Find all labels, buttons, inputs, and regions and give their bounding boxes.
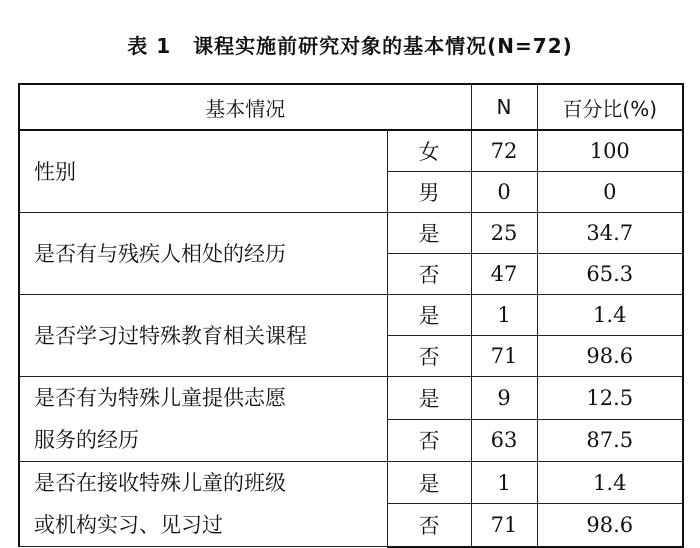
option-cell: 是 bbox=[387, 377, 471, 420]
n-cell: 1 bbox=[471, 462, 537, 504]
table-number: 表 1 bbox=[127, 34, 172, 58]
row-label-special-ed-course: 是否学习过特殊教育相关课程 bbox=[19, 295, 387, 377]
pct-cell: 100 bbox=[537, 130, 683, 172]
option-cell: 是 bbox=[387, 462, 471, 504]
n-cell: 47 bbox=[471, 254, 537, 295]
option-cell: 否 bbox=[387, 254, 471, 295]
table-row bbox=[19, 377, 683, 420]
table-row bbox=[19, 130, 683, 172]
n-cell: 9 bbox=[471, 377, 537, 420]
option-cell: 是 bbox=[387, 295, 471, 336]
n-cell: 0 bbox=[471, 172, 537, 213]
table-body bbox=[19, 130, 683, 547]
n-cell: 1 bbox=[471, 295, 537, 336]
n-cell: 71 bbox=[471, 336, 537, 377]
row-label-line: 或机构实习、见习过 bbox=[34, 513, 223, 537]
row-label-internship bbox=[19, 462, 387, 547]
pct-cell: 12.5 bbox=[537, 377, 683, 420]
row-label-disabled-contact: 是否有与残疾人相处的经历 bbox=[19, 213, 387, 295]
header-n: N bbox=[471, 84, 537, 130]
pct-cell: 1.4 bbox=[537, 295, 683, 336]
option-cell: 否 bbox=[387, 504, 471, 547]
table-row bbox=[19, 213, 683, 254]
pct-cell: 98.6 bbox=[537, 336, 683, 377]
header-pct: 百分比(%) bbox=[537, 84, 683, 130]
table-caption bbox=[0, 30, 700, 59]
pct-cell: 0 bbox=[537, 172, 683, 213]
header-item: 基本情况 bbox=[19, 84, 471, 130]
n-cell: 71 bbox=[471, 504, 537, 547]
table-row bbox=[19, 295, 683, 336]
option-cell: 男 bbox=[387, 172, 471, 213]
row-label-volunteer bbox=[19, 377, 387, 462]
data-table bbox=[18, 83, 684, 548]
table-row bbox=[19, 462, 683, 504]
pct-cell: 65.3 bbox=[537, 254, 683, 295]
row-label-line: 服务的经历 bbox=[34, 428, 139, 452]
n-cell: 72 bbox=[471, 130, 537, 172]
option-cell: 女 bbox=[387, 130, 471, 172]
row-label-line: 是否在接收特殊儿童的班级 bbox=[34, 471, 286, 495]
option-cell: 是 bbox=[387, 213, 471, 254]
n-cell: 63 bbox=[471, 419, 537, 462]
n-cell: 25 bbox=[471, 213, 537, 254]
option-cell: 否 bbox=[387, 336, 471, 377]
row-label-gender: 性别 bbox=[19, 130, 387, 213]
pct-cell: 34.7 bbox=[537, 213, 683, 254]
table-header bbox=[19, 84, 683, 130]
pct-cell: 87.5 bbox=[537, 419, 683, 462]
pct-cell: 1.4 bbox=[537, 462, 683, 504]
pct-cell: 98.6 bbox=[537, 504, 683, 547]
option-cell: 否 bbox=[387, 419, 471, 462]
table-title: 课程实施前研究对象的基本情况(N=72) bbox=[193, 34, 573, 58]
row-label-line: 是否有为特殊儿童提供志愿 bbox=[34, 386, 286, 410]
